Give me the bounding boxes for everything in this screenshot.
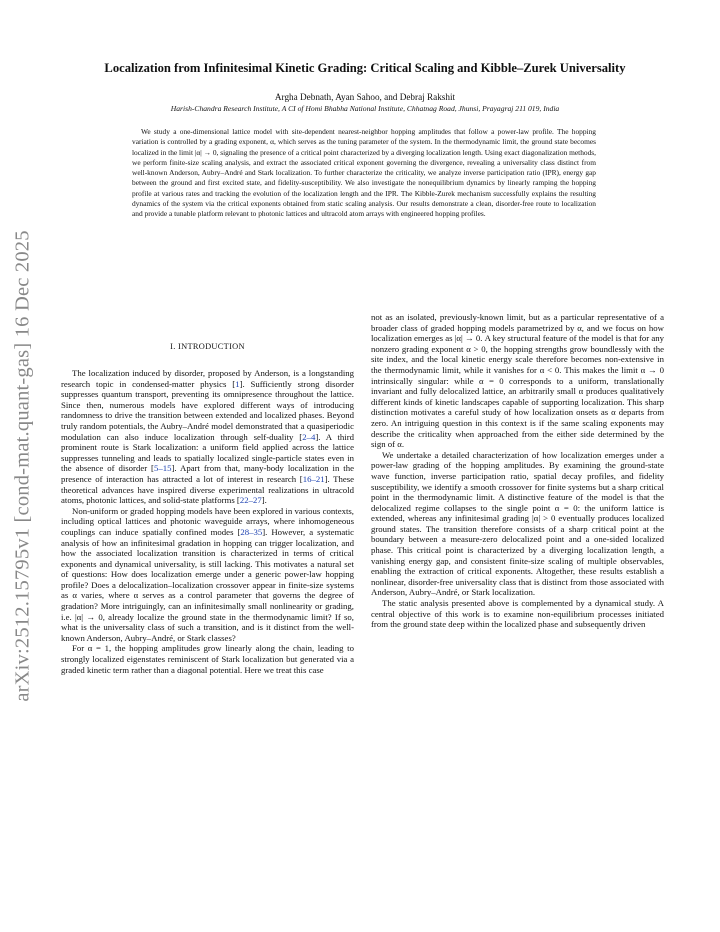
paper-affiliation: Harish-Chandra Research Institute, A CI of Homi Bhabha National Institute, Chhatnag Road, Jhunsi, Prayagraj 211 019, India <box>170 104 560 113</box>
abstract: We study a one-dimensional lattice model with site-dependent nearest-neighbor hopping amplitudes that follow a power-law profile. The hopping variation is controlled by a grading exponent, α, which serves as the tuning parameter of the system. In the thermodynamic limit, the ground state becomes localized in the limit |α| → 0, signaling the presence of a critical point characterized by a diverging localization length. Using exact diagonalization methods, we perform finite-size scaling analysis, and extract the associated critical exponent governing the divergence, revealing a universality class distinct from well-known Anderson, Aubry–André and Stark localization. To further characterize the criticality, we analyze inverse participation ratio (IPR), energy gap between the ground and first excited state, and fidelity-susceptibility. We also investigate the nonequilibrium dynamics by linearly ramping the hopping profile at various rates and tracking the evolution of the localization length and the IPR. The Kibble-Zurek mechanism successfully explains the resulting dynamics of the system via the critical exponents obtained from static scaling analysis. Our results demonstrate a clean, disorder-free route to localization and provide a tunable platform relevant to photonic lattices and ultracold atom arrays with engineered hopping profiles. <box>132 127 596 218</box>
citation-link[interactable]: 22–27 <box>239 495 262 506</box>
paragraph: Non-uniform or graded hopping models have been explored in various contexts, including optical lattices and photonic waveguide arrays, where inhomogeneous couplings can induce spatially confined modes [28–35]. However, a systematic analysis of how an infinitesimal gradation in hopping can trigger localization, and how the associated localization transition is characterized in terms of critical exponents and dynamical universality, is still lacking. This motivates a natural set of questions: How does localization emerge under a generic power-law hopping profile? Does a delocalization–localization crossover appear in finite-size systems as α varies, where α serves as a control parameter that governs the degree of gradation? More intriguingly, can an infinitesimally small nonlinearity or grading, i.e. |α| → 0, already localize the ground state in the thermodynamic limit? If so, what is the universality class of such a transition, and is it distinct from the well-known Anderson, Aubry–André, or Stark classes? <box>61 505 355 643</box>
paragraph: not as an isolated, previously-known limit, but as a particular representative of a broader class of graded hopping models parametrized by α, and we focus on how localization emerges as |α| → 0. A key structural feature of the model is that for any nonzero grading exponent α > 0, the hopping strengths grow boundlessly with the site index, and the local kinetic energy scale therefore becomes non-extensive in the thermodynamic limit, while it vanishes for α < 0. This makes the limit α → 0 intrinsically singular: while α = 0 corresponds to a uniform, translationally invariant and fully delocalized lattice, an arbitrarily small α produces qualitatively different kinds of kinetic landscapes capable of supporting localization. This sharp distinction motivates a careful study of how localization onsets as α departs from zero. An intriguing question in this context is if the same scaling exponents may describe the criticality when approached from the either side determined by the sign of α. <box>371 312 664 450</box>
arxiv-sidebar <box>0 0 46 932</box>
paper-title: Localization from Infinitesimal Kinetic Grading: Critical Scaling and Kibble–Zurek Universality <box>104 61 626 75</box>
section-heading: I. INTRODUCTION <box>170 342 245 351</box>
paper-authors: Argha Debnath, Ayan Sahoo, and Debraj Rakshit <box>274 92 456 102</box>
left-column-spacer <box>61 312 354 342</box>
citation-link[interactable]: 16–21 <box>302 473 325 484</box>
paragraph: The static analysis presented above is complemented by a dynamical study. A central objective of this work is to examine non-equilibrium processes initiated from the ground state deep within the localized phase and subsequently driven <box>371 598 664 630</box>
citation-link[interactable]: 1 <box>235 378 240 389</box>
left-column <box>61 312 354 675</box>
citation-link[interactable]: 5–15 <box>153 463 172 474</box>
citation-link[interactable]: 2–4 <box>302 431 316 442</box>
paragraph: The localization induced by disorder, proposed by Anderson, is a longstanding research topic in condensed-matter physics [1]. Sufficiently strong disorder suppresses quantum transport, preventing its omnipresence throughout the lattice. Since then, numerous models have explored different ways of introducing randomness to drive the transition between extended and localized phases. Beyond truly random potentials, the Aubry–André model demonstrated that a quasiperiodic modulation can also induce localization through self-duality [2–4]. A third prominent route is Stark localization: a uniform field applied across the lattice suppresses tunneling and leads to spatially localized single-particle states even in the absence of disorder [5–15]. Apart from that, many-body localization in the presence of interaction has attracted a lot of interest in research [16–21]. These theoretical advances have inspired diverse experimental realizations in ultracold atoms, photonic lattices, and solid-state platforms [22–27]. <box>61 368 354 506</box>
citation-link[interactable]: 28–35 <box>240 526 263 537</box>
paragraph: For α = 1, the hopping amplitudes grow linearly along the chain, leading to strongly localized eigenstates reminiscent of Stark localization but generated via a graded kinetic term rather than a diagonal potential. Here we treat this case <box>61 643 354 675</box>
right-column <box>371 312 664 630</box>
arxiv-identifier: arXiv:2512.15795v1 [cond-mat.quant-gas] 16 Dec 2025 <box>11 230 34 702</box>
paragraph: We undertake a detailed characterization of how localization emerges under a power-law grading of the hopping amplitudes. By examining the ground-state wave function, inverse participation ratio, spatial decay profiles, and fidelity susceptibility, we identify a smooth crossover for finite systems but a sharp critical point in the thermodynamic limit. A distinctive feature of the model is that the delocalized regime collapses to the single point α = 0: the uniform lattice is extended, whereas any infinitesimal grading |α| > 0 eventually produces localized ground states. The transition therefore consists of a sharp critical point at the boundary between a measure-zero delocalized point and a one-sided localized phase. This critical point is characterized by a diverging localization length, a vanishing energy gap, and consistent finite-size scaling of multiple observables, enabling the extraction of critical exponents. Altogether, these results establish a nonlinear, disorder-free universality class that is distinct from those associated with Anderson, Aubry–André, or Stark localization. <box>371 449 664 598</box>
